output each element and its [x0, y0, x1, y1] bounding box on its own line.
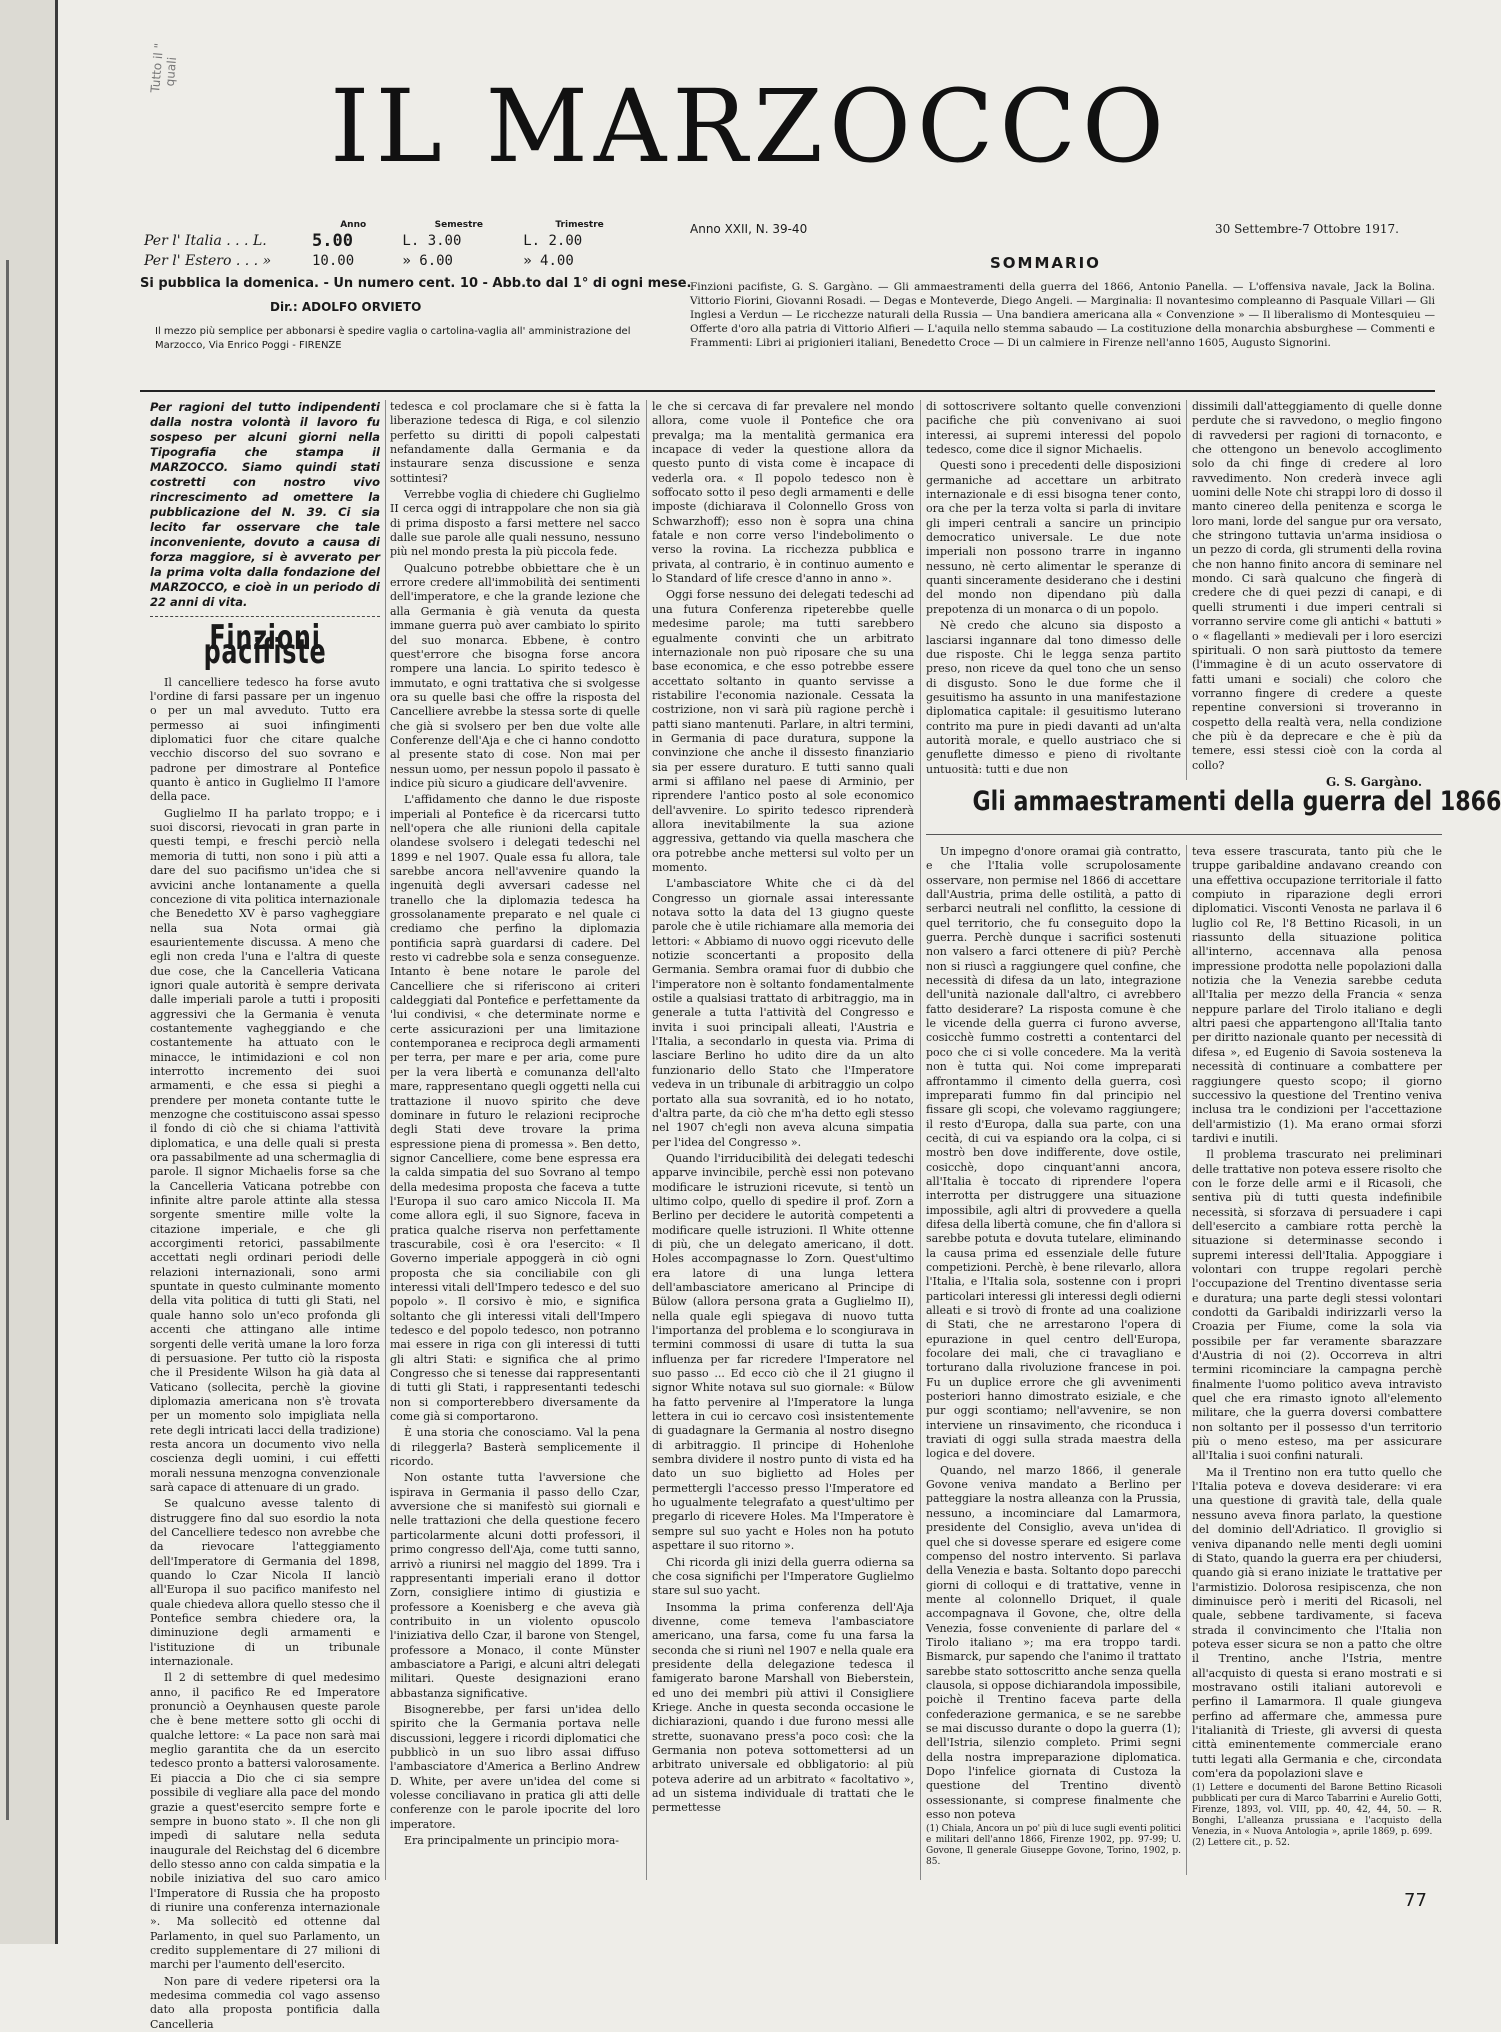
column-5-bottom [1192, 845, 1442, 1875]
paragraph: Quando, nel marzo 1866, il generale Govone veniva mandato a Berlino per patteggiare la nostra alleanza con la Prussia, nessuno, a incominciare dal Lamarmora, presidente del Consiglio, aveva un'idea di quel che si dovesse sperare ed esigere come compenso del nostro intervento. Si parlava della Venezia e basta. Soltanto dopo parecchi giorni di colloqui e di trattative, venne in mente al colonnello Driquet, il quale accompagnava il Govone, che, oltre della Venezia, fosse conveniente di parlare del « Tirolo italiano »; ma era troppo tardi. Bismarck, pur sapendo che l'animo il trattato sarebbe stato sottoscritto anche senza quella clausola, si oppose dichiarandola impossibile, poichè il Trentino faceva parte della confederazione germanica, e se ne sarebbe se mai discusso durante o dopo la guerra (1); dell'Istria, silenzio completo. Primi segni della nostra impreparazione diplomatica. Dopo l'infelice giornata di Custoza la questione del Trentino diventò ossessionante, si comprese finalmente che esso non poteva [926, 1463, 1181, 1822]
issue-date: 30 Settembre-7 Ottobre 1917. [1215, 222, 1399, 236]
paragraph: Bisognerebbe, per farsi un'idea dello spirito che la Germania portava nelle discussioni, leggere i ricordi diplomatici che pubblicò in un suo libro assai diffuso l'ambasciatore d'America a Berlino Andrew D. White, per avere un'idea del come si volesse conciliavano in pratica gli atti delle conferenze con le parole ipocrite del loro imperatore. [390, 1702, 640, 1831]
footnote: (1) Chiala, Ancora un po' più di luce sugli eventi politici e militari dell'anno 1866, Firenze 1902, pp. 97-99; U. Govone, Il generale Giuseppe Govone, Torino, 1902, p. 85. [926, 1824, 1181, 1868]
sommario-text: Finzioni pacifiste, G. S. Gargàno. — Gli ammaestramenti della guerra del 1866, Antonio Panella. — L'offensiva navale, Jack la Bolina. Vittorio Fiorini, Giovanni Rosadi. — Degas e Monteverde, Diego Angeli. — Marginalia: Il novantesimo compleanno di Pasquale Villari — Gli Inglesi a Verdun — Le ricchezze naturali della Russia — Una bandiera americana alla « Convenzione » — Il liberalismo di Montesquieu — Offerte d'oro alla patria di Vittorio Alfieri — L'aquila nello stemma sabaudo — La costituzione della monarchia absburghese — Commenti e Frammenti: Libri ai prigionieri italiani, Benedetto Croce — Di un calmiere in Firenze nell'anno 1605, Augusto Signorini. [690, 281, 1435, 349]
column-rule [1186, 845, 1187, 1875]
subs-row-semestre: L. 3.00 [402, 233, 462, 249]
paragraph: Guglielmo II ha parlato troppo; e i suoi discorsi, rievocati in gran parte in questi tempi, e freschi perciò nella memoria di tutti, non sono i più atti a dare del suo pacifismo un'idea che si avvicini anche lontanamente a quella concezione di vita politica internazionale che Benedetto XV è parso vagheggiare nella sua Nota ormai già esaurientemente discussa. A meno che egli non creda l'una e l'altra di queste due cose, che la Cancelleria Vaticana ignori quale autorità è sempre derivata dalle imperiali parole a tutti i propositi aggressivi che la Germania è venuta costantemente vagheggiando e che costantemente ha attuato con le minacce, le intimidazioni e col non interrotto incremento dei suoi armamenti, e che essa si pieghi a prendere per moneta contante tutte le menzogne che costituiscono assai spesso il fondo di ciò che si chiama l'attività diplomatica, e una delle quali si presta ora passabilmente ad una schermaglia di parole. Il signor Michaelis forse sa che la Cancelleria Vaticana potrebbe con infinite altre parole attinte alla stessa sorgente smentire mille volte la citazione imperiale, e che gli accorgimenti retorici, passabilmente accettati negli ordinari periodi delle relazioni internazionali, sono armi spuntate in questo culminante momento della vita politica di tutti gli Stati, nel quale hanno solo un'eco profonda gli accenti che attingano alle intime sorgenti delle verità umane la loro forza di persuasione. Per tutto ciò la risposta che il Presidente Wilson ha già data al Vaticano (sollecita, perchè la giovine diplomazia americana non s'è trovata per un momento solo impigliata nella rete degli intricati lacci della tradizione) resta ancora un documento vivo nella coscienza degli uomini, i cui effetti morali nessuna menzogna convenzionale sarà capace di attenuare di un grado. [150, 806, 380, 1494]
paragraph: Non pare di vedere ripetersi ora la medesima commedia col vago assenso dato alla proposta pontificia dalla Cancelleria [150, 1974, 380, 2031]
paragraph: Nè credo che alcuno sia disposto a lasciarsi ingannare dal tono dimesso delle due risposte. Chi le legga senza partito preso, non riceve da quel tono che un senso di disgusto. Sono le due forme che il gesuitismo ha assunto in una manifestazione diplomatica capitale: il gesuitismo luterano contrito ma pure in piedi davanti ad un'alta autorità morale, e quello austriaco che si genuflette dimesso e pieno di rivoltante untuosità: tutti e due non [926, 619, 1181, 776]
subs-header-anno: Anno [340, 220, 367, 230]
subscription-table [140, 220, 660, 270]
paragraph: dissimili dall'atteggiamento di quelle donne perdute che si ravvedono, o meglio fingono di ravvedersi per ragioni di tornaconto, e che ottengono un benevolo accoglimento solo da chi finge di credere al loro ravvedimento. Non crederà invece agli uomini delle Note chi strappi loro di dosso il manto cinereo della penitenza e scorga le loro mani, lorde del sangue pur ora versato, che stringono tuttavia un'arma insidiosa o un pezzo di corda, gli strumenti della rovina che non hanno finito ancora di seminare nel mondo. Ci sarà qualcuno che fingerà di credere che di quei pezzi di canapi, e di quelli strumenti i due imperi centrali si vorranno servire come gli antichi « battuti » o « flagellanti » medievali per i loro esercizi spirituali. O non sarà piuttosto da temere (l'immagine è di un acuto osservatore di fatti umani e sociali) che coloro che vorranno fingere di credere a queste repentine conversioni si troveranno in cospetto della realtà vera, nella condizione che più è da deprecare e che è più da temere, essi stessi cioè con la corda al collo? [1192, 400, 1442, 772]
signature-garganp: G. S. Gargàno. [1326, 774, 1422, 789]
paragraph: di sottoscrivere soltanto quelle convenzioni pacifiche che più convenivano ai suoi interessi, ai supremi interessi del popolo tedesco, come dice il signor Michaelis. [926, 400, 1181, 457]
paragraph: Il problema trascurato nei preliminari delle trattative non poteva essere risolto che con le forze delle armi e il Ricasoli, che sentiva più di tutti questa indefinibile necessità, si sforzava di persuadere i capi dell'esercito a cambiare rotta perchè la situazione si determinasse secondo i supremi interessi dell'Italia. Appoggiare i volontari con truppe regolari perchè l'occupazione del Trentino diventasse seria e duratura; una parte degli stessi volontari condotti da Garibaldi indirizzarli verso la Croazia per Fiume, come la sola via possibile per far veramente sbarazzare d'Austria di noi (2). Occorreva in altri termini ricominciare la campagna perchè finalmente l'uomo politico aveva intravisto quel che era rimasto ignoto all'elemento militare, che la guerra doversi combattere non soltanto per il possesso d'un territorio più o meno esteso, ma per assicurare all'Italia i suoi confini naturali. [1192, 1148, 1442, 1463]
issue-info: Anno XXII, N. 39-40 [690, 222, 808, 236]
paragraph: tedesca e col proclamare che si è fatta la liberazione tedesca di Riga, e col silenzio perfetto su diritti di popoli calpestati nefandamente dalla Germania e da instaurare senza discussione e senza sottintesi? [390, 400, 640, 485]
subs-header-semestre: Semestre [434, 220, 483, 230]
subscription-instructions: Il mezzo più semplice per abbonarsi è spedire vaglia o cartolina-vaglia all' amministrazione del Marzocco, Via Enrico Poggi - FIRENZE [155, 326, 631, 351]
notice-paragraph: Per ragioni del tutto indipendenti dalla nostra volontà il lavoro fu sospeso per alcuni giorni nella Tipografia che stampa il MARZOCCO. Siamo quindi stati costretti con nostro vivo rincrescimento ad omettere la pubblicazione del N. 39. Ci sia lecito far osservare che tale inconveniente, dovuto a causa di forza maggiore, si è avverato per la prima volta dalla fondazione del MARZOCCO, e cioè in un periodo di 22 anni di vita. [150, 400, 380, 609]
article-divider [926, 834, 1442, 835]
footnote: (1) Lettere e documenti del Barone Bettino Ricasoli pubblicati per cura di Marco Tabarrini e Aurelio Gotti, Firenze, 1893, vol. VIII, pp. 40, 42, 44, 50. — R. Bonghi, L'alleanza prussiana e l'acquisto della Venezia, in « Nuova Antologia », aprile 1869, p. 699. [1192, 1783, 1442, 1838]
separator [150, 616, 380, 617]
sommario-heading: SOMMARIO [990, 254, 1101, 272]
paragraph: Qualcuno potrebbe obbiettare che è un errore credere all'immobilità dei sentimenti dell'imperatore, e che la grande lezione che alla Germania è già venuta da questa immane guerra può aver cambiato lo spirito del suo monarca. Ebbene, è contro quest'errore che bisogna forse ancora rompere una lancia. Lo spirito tedesco è immutato, e ogni trattativa che si svolgesse ora su quelle basi che offre la risposta del Cancelliere avrebbe la stessa sorte di quelle che già si svolsero per ben due volte alle Conferenze dell'Aja e che ci hanno condotto al presente stato di cose. Non mai per nessun uomo, per nessun popolo il passato è indice più sicuro a giudicare dell'avvenire. [390, 561, 640, 790]
paragraph: Un impegno d'onore oramai già contratto, e che l'Italia volle scrupolosamente osservare, non permise nel 1866 di accettare dall'Austria, prima delle ostilità, a patto di serbarci neutrali nel conflitto, la cessione di quel territorio, che fu conseguito dopo la guerra. Perchè dunque i sacrifici sostenuti non valsero a farci ottenere di più? Perchè non si riuscì a raggiungere quel confine, che necessità di difesa da un lato, integrazione dell'unità nazionale dall'altro, ci avrebbero fatto desiderare? La risposta comune è che le vicende della guerra ci furono avverse, cosicchè fummo costretti a contentarci del poco che ci si volle concedere. Ma la verità non è tutta qui. Noi come impreparati affrontammo il cimento della guerra, così impreparati fummo fin dal principio nel fissare gli scopi, che volevamo raggiungere; il resto d'Europa, dalla sua parte, con una cecità, di cui va espiando ora la colpa, ci si mostrò ben dove indifferente, dove ostile, cosicchè, dopo cinquant'anni ancora, all'Italia è toccato di riprendere l'opera interrotta per distruggere una situazione impossibile, agli altri di provvedere a quella difesa della libertà comune, che fin d'allora si sarebbe potuta e dovuta tutelare, eliminando la causa prima ed essenziale delle future competizioni. Perchè, è bene rilevarlo, allora l'Italia, e l'Italia sola, sostenne con i propri particolari interessi gli interessi degli odierni alleati e si trovò di fronte ad una coalizione di Stati, che ne arrestarono l'opera di epurazione in quel centro dell'Europa, focolare dei mali, che ci travagliano e torturano dalla rivoluzione francese in poi. Fu un duplice errore che gli avvenimenti posteriori hanno dimostrato esiziale, e che pur oggi scontiamo; nell'avvenire, se non interviene un rinsavimento, che riconduca i traviati di oggi sulla strada maestra della logica e del dovere. [926, 845, 1181, 1461]
paragraph: Verrebbe voglia di chiedere chi Guglielmo II cerca oggi di intrappolare che non sia già di prima disposto a farsi mettere nel sacco dalle sue parole alle quali nessuno, nessuno più nel mondo presta la più piccola fede. [390, 488, 640, 559]
publication-note: Si pubblica la domenica. - Un numero cent. 10 - Abb.to dal 1° di ogni mese. [140, 276, 692, 291]
column-4-bottom [926, 845, 1181, 1875]
subs-row-semestre: » 6.00 [402, 253, 453, 269]
paragraph: È una storia che conosciamo. Val la pena di rileggerla? Basterà semplicemente il ricordo. [390, 1426, 640, 1469]
paragraph: Chi ricorda gli inizi della guerra odierna sa che cosa significhi per l'Imperatore Guglielmo stare sul suo yacht. [652, 1555, 914, 1598]
subs-row-label: Per l' Italia . . . L. [144, 233, 267, 249]
paragraph: Ma il Trentino non era tutto quello che l'Italia poteva e doveva desiderare: vi era una questione di gravità tale, della quale nessuno aveva finora parlato, la questione del dominio dell'Adriatico. Il groviglio si veniva dipanando nelle menti degli uomini di Stato, quando la guerra era per chiudersi, quando già si erano iniziate le trattative per l'armistizio. Dolorosa resipiscenza, che non diminuisce però i meriti del Ricasoli, nel quale, sebbene tardivamente, si faceva strada il convincimento che l'Italia non poteva esser sicura se non a patto che oltre il Trentino, anche l'Istria, mentre all'acquisto di questa si erano mostrati e si mostravano ostili italiani autorevoli e perfino il Lamarmora. Il quale giungeva perfino ad affermare che, ammessa pure l'italianità di Trieste, gli avversi di questa città eminentemente commerciale erano tutti legati alla Germania e che, circondata com'era da popolazioni slave e [1192, 1465, 1442, 1780]
paragraph: Il cancelliere tedesco ha forse avuto l'ordine di farsi passare per un ingenuo o per un mal avveduto. Tutto era permesso ai suoi infingimenti diplomatici fuor che citare qualche vecchio discorso del suo sovrano e padrone per dimostrare al Pontefice quanto è antico in Guglielmo II l'amore della pace. [150, 675, 380, 804]
header-rule [140, 390, 1435, 392]
paragraph: Insomma la prima conferenza dell'Aja divenne, come temeva l'ambasciatore americano, una farsa, come fu una farsa la seconda che si riunì nel 1907 e nella quale era presidente della delegazione tedesca il famigerato barone Marshall von Bieberstein, ed uno dei membri più attivi il Consigliere Kriege. Anche in questa seconda occasione le dichiarazioni, quando i due furono messi alle strette, suonavano press'a poco così: che la Germania non poteva sottomettersi ad un arbitrato universale ed obbligatorio: al più poteva aderire ad un arbitrato « facoltativo », ad un sistema individuale di trattati che le permettesse [652, 1600, 914, 1815]
paragraph: Se qualcuno avesse talento di distruggere fino dal suo esordio la nota del Cancelliere tedesco non avrebbe che da rievocare l'atteggiamento dell'Imperatore di Germania del 1898, quando lo Czar Nicola II lanciò all'Europa il suo pacifico manifesto nel quale chiedeva allora quello stesso che il Pontefice sembra chiedere ora, la diminuzione degli armamenti e l'istituzione di un tribunale internazionale. [150, 1497, 380, 1669]
page-number: 77 [1404, 1890, 1427, 1911]
footnote: (2) Lettere cit., p. 52. [1192, 1838, 1290, 1849]
paragraph: Oggi forse nessuno dei delegati tedeschi ad una futura Conferenza ripeterebbe quelle medesime parole; ma tutti sarebbero egualmente convinti che un arbitrato internazionale non può riposare che su una base economica, e che esso potrebbe essere accettato soltanto in quanto servisse a ristabilire l'economia nazionale. Cessata la costrizione, non vi sarà più ragione perchè i patti siano mantenuti. Parlare, in altri termini, in Germania di pace duratura, suppone la convinzione che anche il dissesto finanziario sia per essere duraturo. E tutti sanno quali armi si affilano nel paese di Arminio, per riprendere l'antico posto al sole economico dell'avvenire. Lo spirito tedesco riprenderà allora inevitabilmente la sua azione aggressiva, gettando via quella maschera che ora potrebbe anche mettersi sul volto per un momento. [652, 588, 914, 874]
paragraph: Non ostante tutta l'avversione che ispirava in Germania il passo dello Czar, avversione che si manifestò sui giornali e nelle trattazioni che della questione fecero particolarmente alcuni dotti professori, il primo congresso dell'Aja, come tutti sanno, arrivò a riunirsi nel maggio del 1899. Tra i rappresentanti imperiali erano il dottor Zorn, consigliere intimo di giustizia e professore a Koenisberg e che aveva già contribuito in un violento opuscolo l'iniziativa dello Czar, il barone von Stengel, professore a Monaco, il conte Münster ambasciatore a Parigi, e alcuni altri delegati militari. Queste designazioni erano abbastanza significative. [390, 1471, 640, 1700]
article-title-wrap [926, 786, 1501, 817]
column-1 [150, 400, 380, 2031]
masthead-title: IL MARZOCCO [329, 68, 1171, 185]
article-title-gli: Gli ammaestramenti della guerra del 1866 [972, 786, 1501, 817]
subs-row-trimestre: » 4.00 [523, 253, 574, 269]
subs-row-anno: 5.00 [312, 231, 353, 251]
subs-header-trimestre: Trimestre [555, 220, 604, 230]
subs-row-anno: 10.00 [312, 253, 355, 269]
paragraph: Il 2 di settembre di quel medesimo anno, il pacifico Re ed Imperatore pronunciò a Oeynhausen queste parole che è bene mettere sotto gli occhi di qualche lettore: « La pace non sarà mai meglio garantita che da un esercito tedesco pronto a battersi valorosamente. Ei piaccia a Dio che ci sia sempre possibile di vegliare alla pace del mondo grazie a quest'esercito sempre forte e sempre in buono stato ». Il che non gli impedì di salutare nella seduta inaugurale del Reichstag del 6 dicembre dello stesso anno con calda simpatia e la nobile iniziativa del suo caro amico l'Imperatore di Russia che ha proposto di riunire una conferenza internazionale ». Ma sollecitò ed ottenne dal Parlamento, in quel suo Parlamento, un credito supplementare di 27 milioni di marchi per l'aumento dell'esercito. [150, 1671, 380, 1972]
column-rule [920, 400, 921, 1880]
paragraph: Questi sono i precedenti delle disposizioni germaniche ad accettare un arbitrato internazionale e di essi bisogna tener conto, ora che per la terza volta si parla di invitare gli imperi centrali a sancire un principio democratico universale. Le due note imperiali non possono trarre in inganno nessuno, nè certo alimentar le speranze di quanti sinceramente desiderano che i destini del mondo non dipendano più dalla prepotenza di un monarca o di un popolo. [926, 459, 1181, 616]
paragraph: le che si cercava di far prevalere nel mondo allora, come vuole il Pontefice che ora prevalga; ma la mentalità germanica era incapace di veder la questione allora da questo punto di vista come è incapace di vederla ora. « Il popolo tedesco non è soffocato sotto il peso degli armamenti e delle imposte (dichiarava il Colonnello Gross von Schwarzhoff); esso non è sopra una china fatale e non corre verso l'indebolimento o verso la rovina. La ricchezza pubblica e privata, al contrario, è in continuo aumento e lo Standard of life cresce d'anno in anno ». [652, 400, 914, 586]
paragraph: Quando l'irriducibilità dei delegati tedeschi apparve invincibile, perchè essi non potevano modificare le istruzioni ricevute, si tentò un ultimo colpo, quello di spedire il prof. Zorn a Berlino per decidere le autorità competenti a modificare quelle istruzioni. Il White ottenne di più, che un delegato americano, il dott. Holes accompagnasse lo Zorn. Quest'ultimo era latore di una lunga lettera dell'ambasciatore americano al Principe di Bülow (allora persona grata a Guglielmo II), nella quale egli spiegava di nuovo tutta l'importanza del problema e lo scongiurava in termini commossi di usare di tutta la sua influenza per far ricredere l'Imperatore nel suo passo ... Ed ecco ciò che il 21 giugno il signor White notava sul suo giornale: « Bülow ha fatto pervenire al l'Imperatore la lunga lettera in cui io cercavo così insistentemente di guadagnare la Germania al nostro disegno di arbitraggio. Il principe di Hohenlohe sembra dividere il nostro punto di vista ed ha dato un suo biglietto ad Holes per permettergli l'accesso presso l'Imperatore ed ho ugualmente telegrafato a quest'ultimo per pregarlo di ricevere Holes. Ma l'Imperatore è sempre sul suo yacht e Holes non ha potuto aspettare il suo ritorno ». [652, 1151, 914, 1553]
paragraph: Era principalmente un principio mora- [404, 1834, 620, 1848]
paragraph: L'affidamento che danno le due risposte imperiali al Pontefice è da ricercarsi tutto nell'opera che alle riunioni della capitale olandese svolsero i delegati tedeschi nel 1899 e nel 1907. Quale essa fu allora, tale sarebbe ancora nell'avvenire quando la ingenuità degli avversari cadesse nel tranello che la diplomazia tedesca ha grossolanamente preparato e nel quale ci crediamo che perfino la diplomazia pontificia saprà guardarsi di cadere. Del resto vi cadrebbe sola e senza conseguenze. Intanto è bene notare le parole del Cancelliere che si riferiscono ai criteri caldeggiati dal Pontefice e perfettamente da 'lui condivisi, « che determinate norme e certe assicurazioni per una limitazione contemporanea e reciproca degli armamenti per terra, per mare e per aria, come pure per la vera libertà e comunanza dell'alto mare, rappresentano quegli oggetti nella cui trattazione il nuovo spirito che deve dominare in futuro le relazioni reciproche degli Stati deve trovare la prima espressione piena di promessa ». Ben detto, signor Cancelliere, come bene espressa era la calda simpatia del suo Sovrano al tempo della medesima proposta che faceva a tutte l'Europa il suo caro amico Niccola II. Ma come allora egli, il suo Signore, faceva in pratica qualche riserva non perfettamente trascurabile, così è ora l'esercito: « Il Governo imperiale appoggerà in ciò ogni proposta che sia conciliabile con gli interessi vitali dell'Impero tedesco e del suo popolo ». Il corsivo è mio, e significa soltanto che gli interessi vitali dell'Impero tedesco e del popolo tedesco, non potranno mai essere in riga con gli interessi di tutti gli altri Stati: e significa che al primo Congresso che si tenesse dai rappresentanti di tutti gli Stati, i rappresentanti tedeschi non si comporterebbero diversamente da come già si comportarono. [390, 793, 640, 1424]
column-rule [646, 400, 647, 1880]
subs-row-label: Per l' Estero . . . » [144, 253, 272, 269]
binding-bar [6, 260, 9, 1820]
column-rule [385, 400, 386, 1880]
column-rule [1186, 400, 1187, 780]
article-title-finzioni: Finzioni pacifiste [203, 618, 327, 673]
handwritten-note: Tutto il " quali [148, 42, 180, 95]
paragraph: L'ambasciatore White che ci dà del Congresso un giornale assai interessante notava sotto la data del 13 giugno queste parole che è utile richiamare alla memoria dei lettori: « Abbiamo di nuovo oggi ricevuto delle notizie sconcertanti a proposito della Germania. Sembra oramai fuor di dubbio che l'imperatore non è soltanto fondamentalmente ostile a qualsiasi trattato di arbitraggio, ma in generale a tutta l'attività del Congresso e invita i suoi principali alleati, l'Austria e l'Italia, a secondarlo in questa via. Prima di lasciare Berlino ho udito dire da un alto funzionario dello Stato che l'Imperatore vedeva in un tribunale di arbitraggio un colpo portato alla sua sovranità, ed io ho notato, d'altra parte, da ciò che m'ha detto egli stesso nel 1907 ch'egli non aveva alcuna simpatia per l'idea del Congresso ». [652, 877, 914, 1149]
column-2 [390, 400, 640, 1930]
column-5-top [1192, 400, 1442, 825]
director-line: Dir.: ADOLFO ORVIETO [270, 300, 422, 314]
binding-strip [0, 0, 58, 1944]
column-4-top [926, 400, 1181, 825]
paragraph: teva essere trascurata, tanto più che le truppe garibaldine andavano creando con una effettiva occupazione territoriale il fatto compiuto in riparazione degli errori diplomatici. Visconti Venosta ne parlava il 6 luglio col Re, l'8 Bettino Ricasoli, in un riassunto della situazione politica all'interno, accennava alla penosa impressione prodotta nelle popolazioni dalla notizia che la Venezia sarebbe ceduta all'Italia per mezzo della Francia « senza neppure parlare del Tirolo italiano e degli altri paesi che appartengono all'Italia tanto per diritto nazionale quanto per necessità di difesa », ed Eugenio di Savoia sosteneva la necessità di continuare a combattere per raggiungere questo scopo; il giorno successivo la questione del Trentino veniva inclusa tra le condizioni per l'accettazione dell'armistizio (1). Ma erano ormai sforzi tardivi e inutili. [1192, 845, 1442, 1145]
column-3 [652, 400, 914, 1930]
subs-row-trimestre: L. 2.00 [523, 233, 583, 249]
